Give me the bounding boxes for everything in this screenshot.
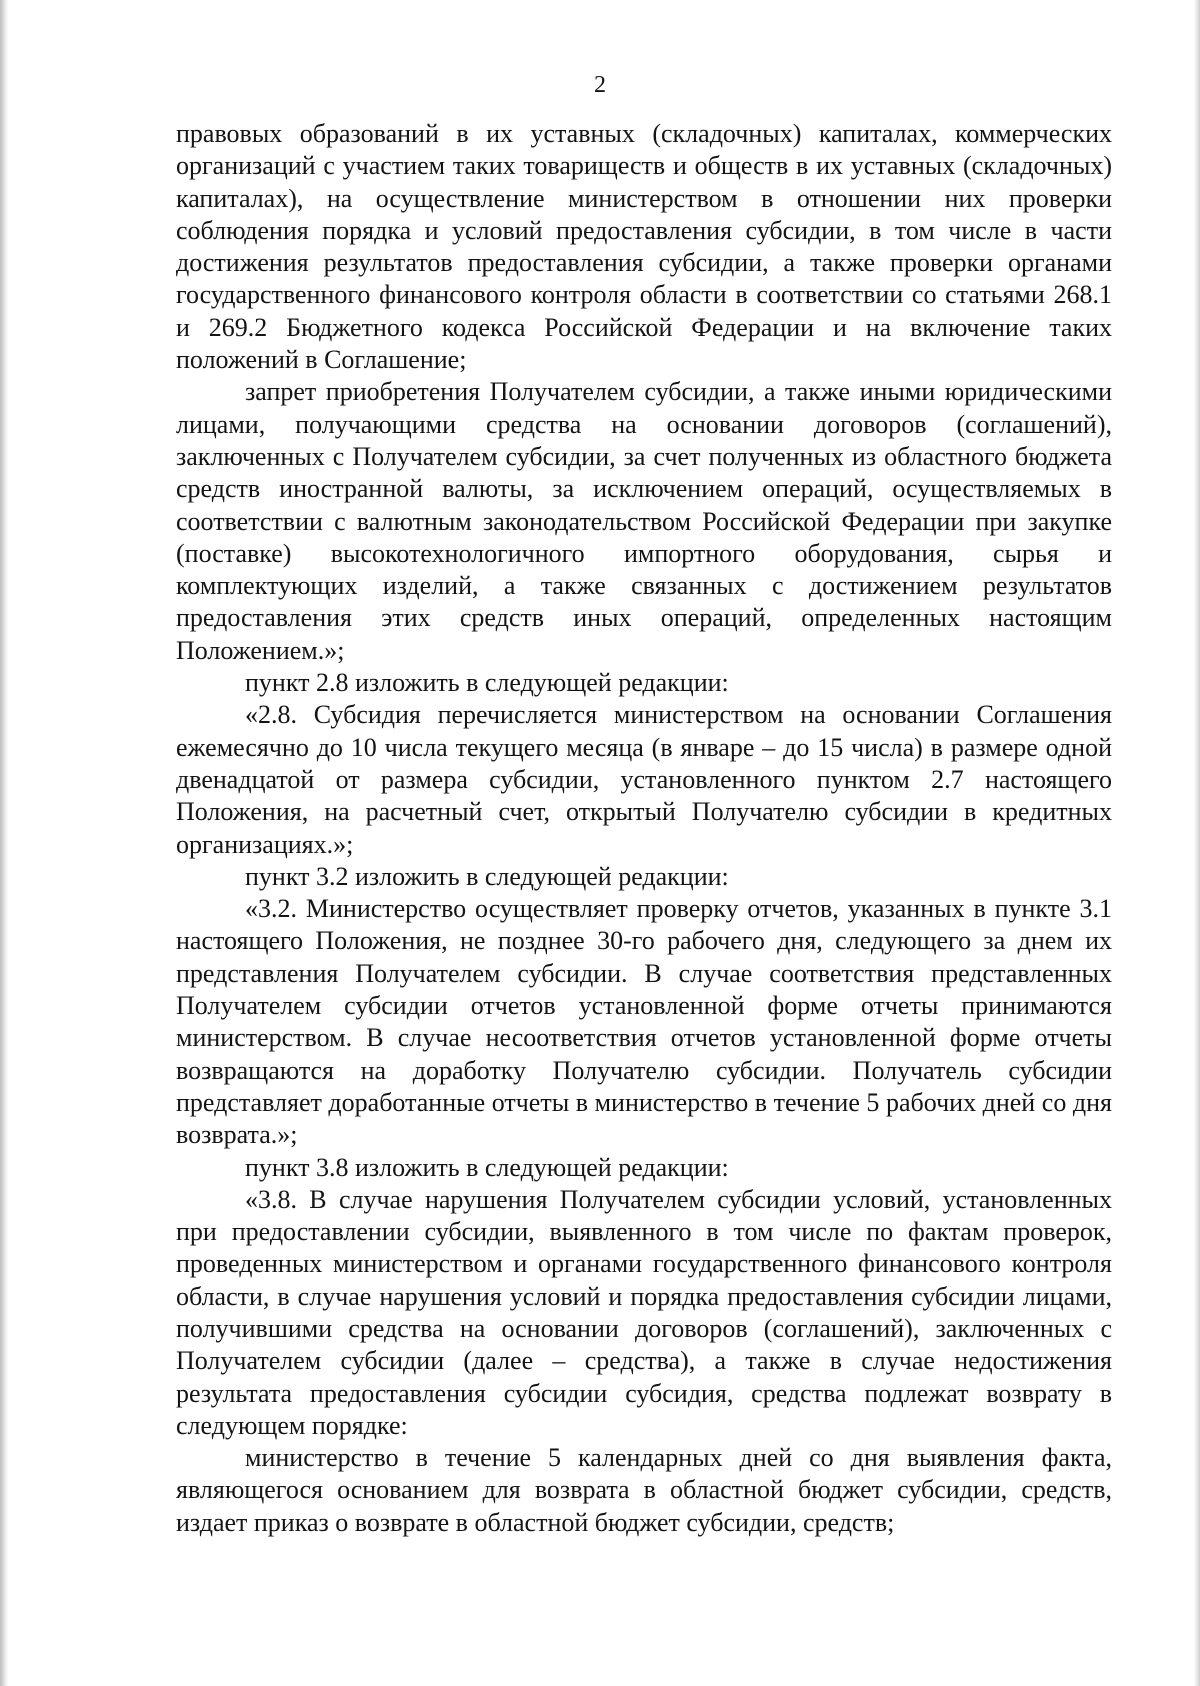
page-number: 2 [594,72,606,98]
paragraph-2: запрет приобретения Получателем субсидии, а также иными юридическими лицами, получающими средства на основании договоров (соглашений), заключенных с Получателем субсидии, за счет полученных из областного бюджета средств иностранной валюты, за исключением операций, осуществляемых в соответствии с валютным законодательством Российской Федерации при закупке (поставке) высокотехнологичного импортного оборудования, сырья и комплектующих изделий, а также связанных с достижением результатов предоставления этих средств иных операций, определенных настоящим Положением.»; [176,377,1112,665]
paragraph-7: пункт 3.8 изложить в следующей редакции: [245,1152,729,1182]
paragraph-1: правовых образований в их уставных (складочных) капиталах, коммерческих организаций с участием таких товариществ и обществ в их уставных (складочных) капиталах), на осуществление министерством в отношении них проверки соблюдения порядка и условий предоставления субсидии, в том числе в части достижения результатов предоставления субсидии, а также проверки органами государственного финансового контроля области в соответствии со статьями 268.1 и 269.2 Бюджетного кодекса Российской Федерации и на включение таких положений в Соглашение; [176,119,1112,375]
paragraph-6: «3.2. Министерство осуществляет проверку отчетов, указанных в пункте 3.1 настоящего Положения, не позднее 30-го рабочего дня, следующего за днем их представления Получателем субсидии. В случае соответствия представленных Получателем субсидии отчетов установленной форме отчеты принимаются министерством. В случае несоответствия отчетов установленной форме отчеты возвращаются на доработку Получателю субсидии. Получатель субсидии представляет доработанные отчеты в министерство в течение 5 рабочих дней со дня возврата.»; [176,894,1112,1150]
paragraph-3: пункт 2.8 изложить в следующей редакции: [245,668,729,698]
document-body [176,118,1112,1539]
scan-edge-right [1194,0,1200,1686]
paragraph-4: «2.8. Субсидия перечисляется министерством на основании Соглашения ежемесячно до 10 числа текущего месяца (в январе – до 15 числа) в размере одной двенадцатой от размера субсидии, установленного пунктом 2.7 настоящего Положения, на расчетный счет, открытый Получателю субсидии в кредитных организациях.»; [176,700,1112,859]
scan-edge-left [0,0,8,1686]
paragraph-8: «3.8. В случае нарушения Получателем субсидии условий, установленных при предоставлении субсидии, выявленного в том числе по фактам проверок, проведенных министерством и органами государственного финансового контроля области, в случае нарушения условий и порядка предоставления субсидии лицами, получившими средства на основании договоров (соглашений), заключенных с Получателем субсидии (далее – средства), а также в случае недостижения результата предоставления субсидии субсидия, средства подлежат возврату в следующем порядке: [176,1184,1112,1440]
paragraph-5: пункт 3.2 изложить в следующей редакции: [245,861,729,891]
paragraph-9: министерство в течение 5 календарных дней со дня выявления факта, являющегося основанием для возврата в областной бюджет субсидии, средств, издает приказ о возврате в областной бюджет субсидии, средств; [176,1443,1112,1537]
